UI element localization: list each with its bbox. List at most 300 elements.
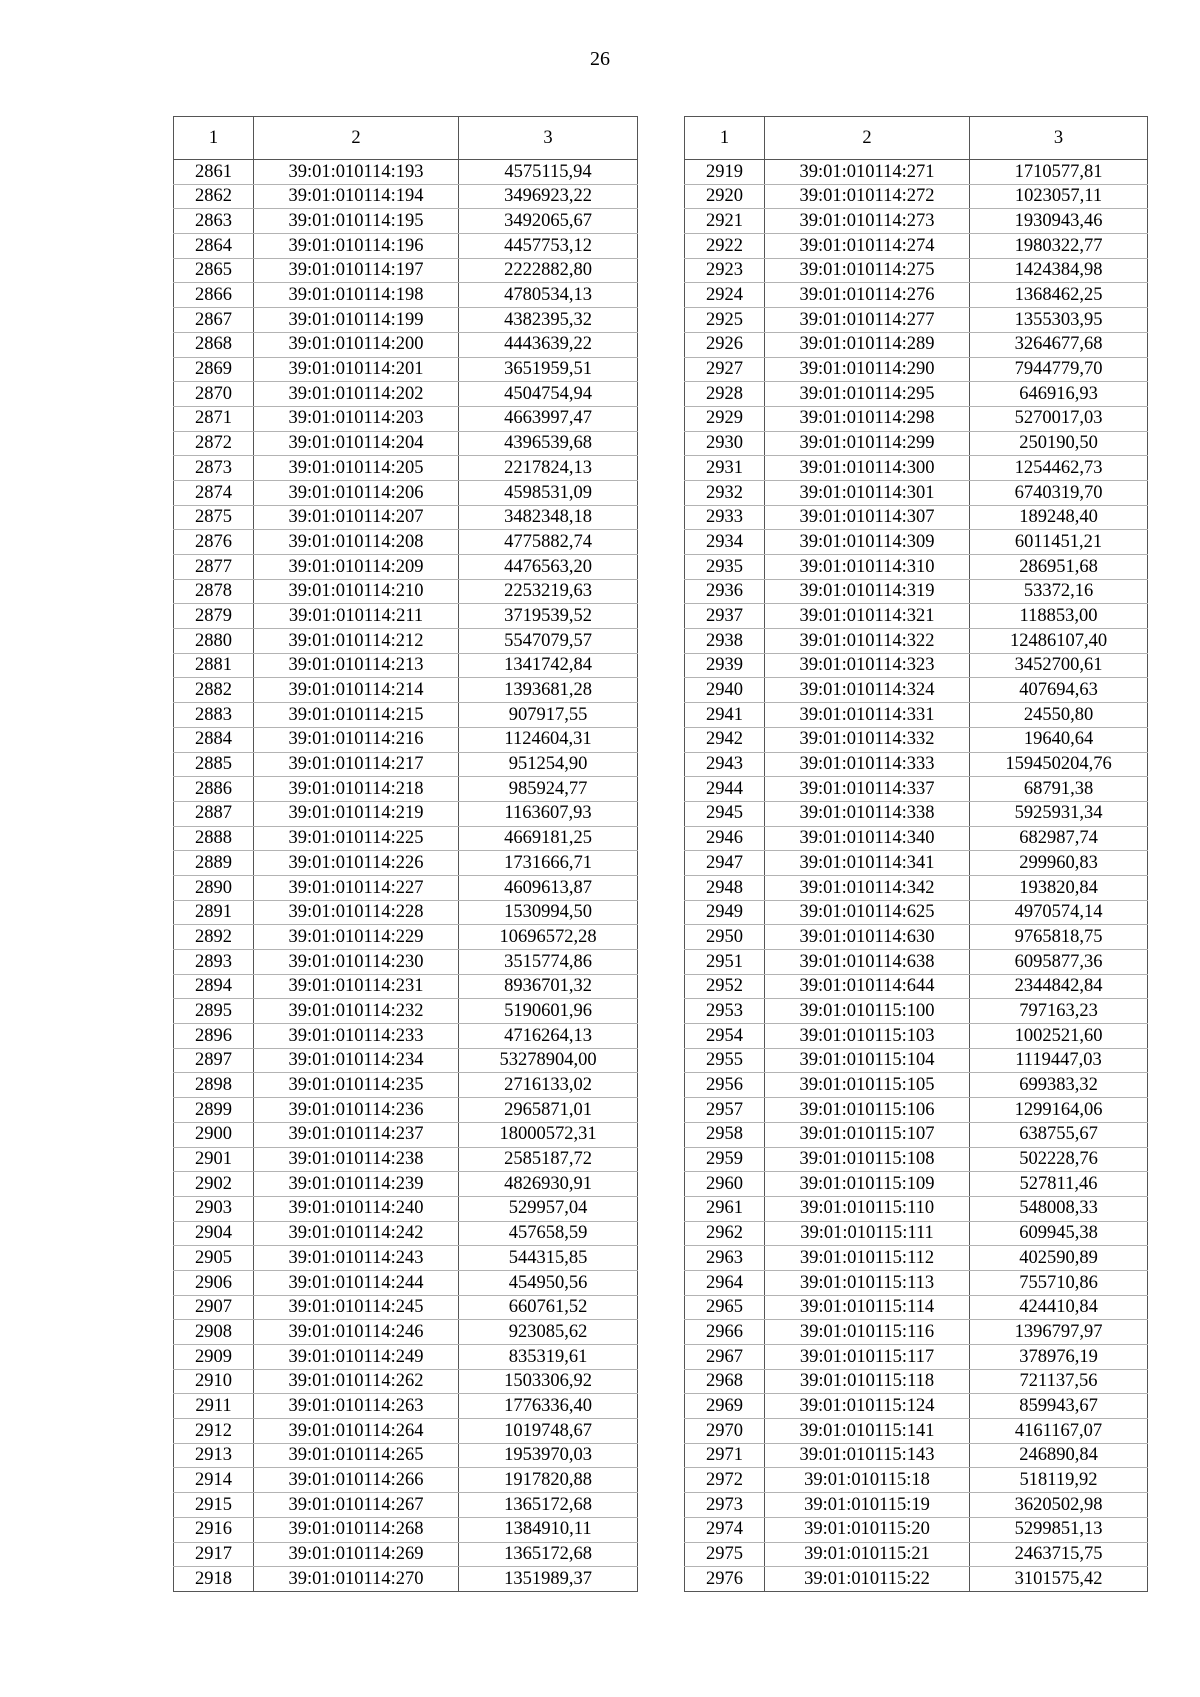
cadastral-number-cell: 39:01:010115:112 [765,1246,970,1271]
table-row [174,480,638,505]
value-cell: 518119,92 [970,1468,1148,1493]
cadastral-number-cell: 39:01:010114:275 [765,258,970,283]
row-number-cell: 2898 [174,1073,254,1098]
cadastral-number-cell: 39:01:010114:309 [765,530,970,555]
row-number-cell: 2884 [174,727,254,752]
cadastral-number-cell: 39:01:010114:307 [765,505,970,530]
table-row [685,1172,1148,1197]
value-cell: 5190601,96 [459,999,638,1024]
row-number-cell: 2916 [174,1517,254,1542]
table-row [685,1493,1148,1518]
table-row [174,1172,638,1197]
row-number-cell: 2901 [174,1147,254,1172]
table-row [685,900,1148,925]
row-number-cell: 2903 [174,1196,254,1221]
table-row [174,629,638,654]
cadastral-number-cell: 39:01:010114:300 [765,456,970,481]
table-row [174,308,638,333]
value-cell: 3492065,67 [459,209,638,234]
row-number-cell: 2933 [685,505,765,530]
value-cell: 4970574,14 [970,900,1148,925]
row-number-cell: 2873 [174,456,254,481]
cadastral-number-cell: 39:01:010114:233 [254,1024,459,1049]
cadastral-number-cell: 39:01:010114:234 [254,1048,459,1073]
row-number-cell: 2909 [174,1345,254,1370]
row-number-cell: 2926 [685,332,765,357]
table-row [174,1394,638,1419]
value-cell: 859943,67 [970,1394,1148,1419]
value-cell: 4663997,47 [459,406,638,431]
table-row [174,1246,638,1271]
row-number-cell: 2953 [685,999,765,1024]
value-cell: 5299851,13 [970,1517,1148,1542]
cadastral-number-cell: 39:01:010114:295 [765,382,970,407]
row-number-cell: 2931 [685,456,765,481]
row-number-cell: 2882 [174,678,254,703]
table-row [174,777,638,802]
value-cell: 193820,84 [970,875,1148,900]
cadastral-number-cell: 39:01:010114:229 [254,925,459,950]
cadastral-number-cell: 39:01:010114:270 [254,1567,459,1592]
table-row [174,999,638,1024]
cadastral-number-cell: 39:01:010114:644 [765,974,970,999]
value-cell: 4476563,20 [459,555,638,580]
table-row [685,1098,1148,1123]
value-cell: 1124604,31 [459,727,638,752]
cadastral-number-cell: 39:01:010114:193 [254,160,459,185]
row-number-cell: 2966 [685,1320,765,1345]
table-row [685,406,1148,431]
value-cell: 4161167,07 [970,1419,1148,1444]
cadastral-number-cell: 39:01:010115:118 [765,1369,970,1394]
value-cell: 3496923,22 [459,184,638,209]
cadastral-number-cell: 39:01:010115:19 [765,1493,970,1518]
cadastral-number-cell: 39:01:010114:204 [254,431,459,456]
value-cell: 3264677,68 [970,332,1148,357]
cadastral-number-cell: 39:01:010114:202 [254,382,459,407]
value-cell: 1731666,71 [459,851,638,876]
row-number-cell: 2869 [174,357,254,382]
row-number-cell: 2972 [685,1468,765,1493]
value-cell: 2217824,13 [459,456,638,481]
value-cell: 246890,84 [970,1443,1148,1468]
row-number-cell: 2896 [174,1024,254,1049]
table-row [174,160,638,185]
table-row [685,431,1148,456]
cadastral-number-cell: 39:01:010114:225 [254,826,459,851]
value-cell: 9765818,75 [970,925,1148,950]
value-cell: 1710577,81 [970,160,1148,185]
value-cell: 1355303,95 [970,308,1148,333]
row-number-cell: 2940 [685,678,765,703]
cadastral-number-cell: 39:01:010115:109 [765,1172,970,1197]
row-number-cell: 2958 [685,1122,765,1147]
row-number-cell: 2878 [174,579,254,604]
row-number-cell: 2863 [174,209,254,234]
value-cell: 4575115,94 [459,160,638,185]
cadastral-number-cell: 39:01:010115:110 [765,1196,970,1221]
cadastral-number-cell: 39:01:010114:226 [254,851,459,876]
cadastral-number-cell: 39:01:010115:104 [765,1048,970,1073]
cadastral-number-cell: 39:01:010114:340 [765,826,970,851]
value-cell: 1163607,93 [459,801,638,826]
table-row [174,752,638,777]
cadastral-number-cell: 39:01:010114:342 [765,875,970,900]
row-number-cell: 2872 [174,431,254,456]
value-cell: 1365172,68 [459,1493,638,1518]
cadastral-number-cell: 39:01:010114:213 [254,653,459,678]
table-row [174,1468,638,1493]
row-number-cell: 2965 [685,1295,765,1320]
table-row [685,480,1148,505]
column-header: 2 [254,117,459,160]
column-header: 3 [459,117,638,160]
table-row [685,184,1148,209]
row-number-cell: 2902 [174,1172,254,1197]
cadastral-number-cell: 39:01:010114:208 [254,530,459,555]
cadastral-number-cell: 39:01:010114:268 [254,1517,459,1542]
row-number-cell: 2929 [685,406,765,431]
value-cell: 1002521,60 [970,1024,1148,1049]
value-cell: 159450204,76 [970,752,1148,777]
row-number-cell: 2938 [685,629,765,654]
row-number-cell: 2917 [174,1542,254,1567]
table-row [685,1517,1148,1542]
cadastral-number-cell: 39:01:010114:319 [765,579,970,604]
cadastral-number-cell: 39:01:010114:212 [254,629,459,654]
cadastral-number-cell: 39:01:010114:236 [254,1098,459,1123]
row-number-cell: 2907 [174,1295,254,1320]
table-row [685,801,1148,826]
value-cell: 6011451,21 [970,530,1148,555]
row-number-cell: 2934 [685,530,765,555]
value-cell: 4669181,25 [459,826,638,851]
row-number-cell: 2889 [174,851,254,876]
row-number-cell: 2915 [174,1493,254,1518]
table-row [174,1320,638,1345]
header-row [174,117,638,160]
value-cell: 1980322,77 [970,234,1148,259]
cadastral-number-cell: 39:01:010115:108 [765,1147,970,1172]
cadastral-number-cell: 39:01:010114:272 [765,184,970,209]
row-number-cell: 2866 [174,283,254,308]
row-number-cell: 2919 [685,160,765,185]
row-number-cell: 2973 [685,1493,765,1518]
table-row [685,555,1148,580]
table-row [685,1295,1148,1320]
row-number-cell: 2883 [174,703,254,728]
table-row [685,777,1148,802]
value-cell: 2585187,72 [459,1147,638,1172]
cadastral-number-cell: 39:01:010115:107 [765,1122,970,1147]
table-row [174,332,638,357]
table-row [685,456,1148,481]
row-number-cell: 2888 [174,826,254,851]
row-number-cell: 2879 [174,604,254,629]
table-row [174,579,638,604]
row-number-cell: 2956 [685,1073,765,1098]
value-cell: 1341742,84 [459,653,638,678]
cadastral-number-cell: 39:01:010115:143 [765,1443,970,1468]
value-cell: 548008,33 [970,1196,1148,1221]
row-number-cell: 2949 [685,900,765,925]
cadastral-number-cell: 39:01:010115:106 [765,1098,970,1123]
cadastral-number-cell: 39:01:010114:217 [254,752,459,777]
value-cell: 2222882,80 [459,258,638,283]
row-number-cell: 2899 [174,1098,254,1123]
table-row [685,1394,1148,1419]
table-row [174,653,638,678]
row-number-cell: 2964 [685,1270,765,1295]
cadastral-number-cell: 39:01:010114:298 [765,406,970,431]
row-number-cell: 2968 [685,1369,765,1394]
cadastral-number-cell: 39:01:010114:214 [254,678,459,703]
column-header: 1 [685,117,765,160]
value-cell: 1019748,67 [459,1419,638,1444]
cadastral-number-cell: 39:01:010114:332 [765,727,970,752]
cadastral-number-cell: 39:01:010115:113 [765,1270,970,1295]
right-data-table [684,116,1148,1592]
cadastral-number-cell: 39:01:010115:100 [765,999,970,1024]
value-cell: 53372,16 [970,579,1148,604]
table-row [174,1147,638,1172]
row-number-cell: 2937 [685,604,765,629]
table-row [174,727,638,752]
page-number: 26 [590,48,610,70]
value-cell: 682987,74 [970,826,1148,851]
row-number-cell: 2963 [685,1246,765,1271]
table-row [685,1073,1148,1098]
value-cell: 4443639,22 [459,332,638,357]
table-row [685,160,1148,185]
row-number-cell: 2894 [174,974,254,999]
table-row [685,308,1148,333]
cadastral-number-cell: 39:01:010114:625 [765,900,970,925]
cadastral-number-cell: 39:01:010114:246 [254,1320,459,1345]
row-number-cell: 2905 [174,1246,254,1271]
table-row [685,1443,1148,1468]
row-number-cell: 2918 [174,1567,254,1592]
row-number-cell: 2939 [685,653,765,678]
cadastral-number-cell: 39:01:010114:216 [254,727,459,752]
cadastral-number-cell: 39:01:010114:198 [254,283,459,308]
table-row [174,801,638,826]
cadastral-number-cell: 39:01:010114:263 [254,1394,459,1419]
cadastral-number-cell: 39:01:010114:290 [765,357,970,382]
cadastral-number-cell: 39:01:010114:209 [254,555,459,580]
table-row [685,1147,1148,1172]
row-number-cell: 2943 [685,752,765,777]
table-row [685,1369,1148,1394]
table-row [685,999,1148,1024]
value-cell: 2965871,01 [459,1098,638,1123]
value-cell: 1384910,11 [459,1517,638,1542]
cadastral-number-cell: 39:01:010114:197 [254,258,459,283]
left-table-body [174,160,638,1592]
row-number-cell: 2867 [174,308,254,333]
row-number-cell: 2871 [174,406,254,431]
cadastral-number-cell: 39:01:010115:18 [765,1468,970,1493]
table-row [174,1122,638,1147]
cadastral-number-cell: 39:01:010114:338 [765,801,970,826]
table-row [685,875,1148,900]
table-row [174,555,638,580]
value-cell: 646916,93 [970,382,1148,407]
value-cell: 502228,76 [970,1147,1148,1172]
value-cell: 402590,89 [970,1246,1148,1271]
table-row [174,1542,638,1567]
row-number-cell: 2875 [174,505,254,530]
cadastral-number-cell: 39:01:010114:276 [765,283,970,308]
table-row [174,530,638,555]
cadastral-number-cell: 39:01:010114:321 [765,604,970,629]
value-cell: 4382395,32 [459,308,638,333]
value-cell: 1351989,37 [459,1567,638,1592]
row-number-cell: 2945 [685,801,765,826]
row-number-cell: 2885 [174,752,254,777]
row-number-cell: 2911 [174,1394,254,1419]
row-number-cell: 2892 [174,925,254,950]
table-row [685,678,1148,703]
table-row [685,1542,1148,1567]
value-cell: 2716133,02 [459,1073,638,1098]
value-cell: 1776336,40 [459,1394,638,1419]
cadastral-number-cell: 39:01:010114:310 [765,555,970,580]
row-number-cell: 2920 [685,184,765,209]
table-row [685,357,1148,382]
table-row [685,1270,1148,1295]
row-number-cell: 2886 [174,777,254,802]
cadastral-number-cell: 39:01:010114:235 [254,1073,459,1098]
value-cell: 4609613,87 [459,875,638,900]
cadastral-number-cell: 39:01:010115:105 [765,1073,970,1098]
cadastral-number-cell: 39:01:010115:103 [765,1024,970,1049]
value-cell: 378976,19 [970,1345,1148,1370]
value-cell: 5547079,57 [459,629,638,654]
value-cell: 1119447,03 [970,1048,1148,1073]
value-cell: 3651959,51 [459,357,638,382]
table-row [685,826,1148,851]
table-row [174,974,638,999]
cadastral-number-cell: 39:01:010115:22 [765,1567,970,1592]
row-number-cell: 2880 [174,629,254,654]
left-data-table [173,116,638,1592]
value-cell: 4598531,09 [459,480,638,505]
row-number-cell: 2912 [174,1419,254,1444]
cadastral-number-cell: 39:01:010114:218 [254,777,459,802]
value-cell: 10696572,28 [459,925,638,950]
cadastral-number-cell: 39:01:010114:243 [254,1246,459,1271]
table-row [174,1567,638,1592]
table-row [685,1419,1148,1444]
table-row [685,1122,1148,1147]
value-cell: 835319,61 [459,1345,638,1370]
value-cell: 3620502,98 [970,1493,1148,1518]
row-number-cell: 2876 [174,530,254,555]
table-row [685,530,1148,555]
value-cell: 24550,80 [970,703,1148,728]
table-row [174,1048,638,1073]
cadastral-number-cell: 39:01:010114:269 [254,1542,459,1567]
value-cell: 3482348,18 [459,505,638,530]
value-cell: 53278904,00 [459,1048,638,1073]
cadastral-number-cell: 39:01:010114:211 [254,604,459,629]
row-number-cell: 2951 [685,950,765,975]
table-row [174,1493,638,1518]
cadastral-number-cell: 39:01:010114:196 [254,234,459,259]
table-row [685,258,1148,283]
row-number-cell: 2950 [685,925,765,950]
row-number-cell: 2921 [685,209,765,234]
row-number-cell: 2900 [174,1122,254,1147]
cadastral-number-cell: 39:01:010114:199 [254,308,459,333]
table-row [685,974,1148,999]
cadastral-number-cell: 39:01:010114:265 [254,1443,459,1468]
table-row [174,1024,638,1049]
cadastral-number-cell: 39:01:010114:210 [254,579,459,604]
cadastral-number-cell: 39:01:010115:21 [765,1542,970,1567]
table-row [174,406,638,431]
value-cell: 1393681,28 [459,678,638,703]
value-cell: 923085,62 [459,1320,638,1345]
table-row [685,925,1148,950]
value-cell: 4826930,91 [459,1172,638,1197]
value-cell: 1396797,97 [970,1320,1148,1345]
table-row [685,653,1148,678]
cadastral-number-cell: 39:01:010114:201 [254,357,459,382]
value-cell: 4716264,13 [459,1024,638,1049]
value-cell: 660761,52 [459,1295,638,1320]
value-cell: 2253219,63 [459,579,638,604]
table-row [685,604,1148,629]
table-row [685,1196,1148,1221]
value-cell: 1930943,46 [970,209,1148,234]
row-number-cell: 2944 [685,777,765,802]
value-cell: 5925931,34 [970,801,1148,826]
table-row [174,1073,638,1098]
row-number-cell: 2861 [174,160,254,185]
row-number-cell: 2960 [685,1172,765,1197]
value-cell: 250190,50 [970,431,1148,456]
cadastral-number-cell: 39:01:010114:271 [765,160,970,185]
value-cell: 19640,64 [970,727,1148,752]
cadastral-number-cell: 39:01:010114:630 [765,925,970,950]
row-number-cell: 2948 [685,875,765,900]
table-row [685,727,1148,752]
value-cell: 699383,32 [970,1073,1148,1098]
cadastral-number-cell: 39:01:010114:245 [254,1295,459,1320]
value-cell: 7944779,70 [970,357,1148,382]
row-number-cell: 2862 [174,184,254,209]
table-row [685,1345,1148,1370]
table-row [685,382,1148,407]
row-number-cell: 2864 [174,234,254,259]
row-number-cell: 2957 [685,1098,765,1123]
cadastral-number-cell: 39:01:010114:289 [765,332,970,357]
row-number-cell: 2895 [174,999,254,1024]
table-row [685,1567,1148,1592]
row-number-cell: 2922 [685,234,765,259]
cadastral-number-cell: 39:01:010114:267 [254,1493,459,1518]
value-cell: 985924,77 [459,777,638,802]
value-cell: 4780534,13 [459,283,638,308]
cadastral-number-cell: 39:01:010114:231 [254,974,459,999]
row-number-cell: 2887 [174,801,254,826]
row-number-cell: 2924 [685,283,765,308]
row-number-cell: 2969 [685,1394,765,1419]
table-row [174,875,638,900]
value-cell: 1299164,06 [970,1098,1148,1123]
